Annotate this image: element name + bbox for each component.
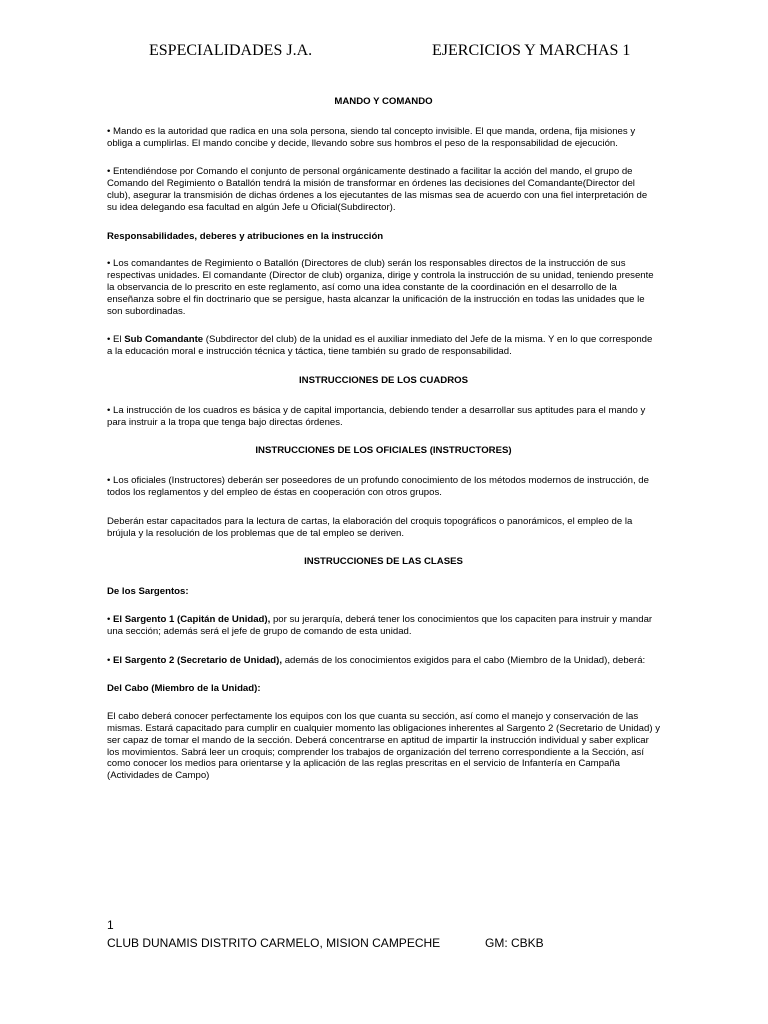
section-title-oficiales: INSTRUCCIONES DE LOS OFICIALES (INSTRUCTORES) <box>255 445 512 457</box>
paragraph-comandantes: • Los comandantes de Regimiento o Batallón (Directores de club) serán los responsables directos de la instrucción de sus respectivas unidades. El comandante (Director de club) organiza, dirige y controla la instrucción de su unidad, teniendo presente la observancia de lo prescrito en este reglamento, así como una idea constante de la coordinación en el desarrollo de la enseñanza sobre el fin doctrinario que se persigue, hasta alcanzar la unificación de la instrucción en todas las unidades que le son subordinadas. <box>107 258 654 317</box>
paragraph-oficiales: • Los oficiales (Instructores) deberán ser poseedores de un profundo conocimiento de los métodos modernos de instrucción, de todos los reglamentos y del empleo de éstas en cooperación con otros grupos. <box>107 475 649 498</box>
document-body <box>107 96 660 799</box>
footer-gm: GM: CBKB <box>485 936 544 950</box>
section-title-responsabilidades: Responsabilidades, deberes y atribuciones en la instrucción <box>107 230 384 242</box>
header-title-left: ESPECIALIDADES J.A. <box>149 42 313 59</box>
paragraph-text: además de los conocimientos exigidos para el cabo (Miembro de la Unidad), deberá: <box>282 654 646 666</box>
section-title-cabo: Del Cabo (Miembro de la Unidad): <box>107 683 261 695</box>
section-title-mando: MANDO Y COMANDO <box>334 96 433 107</box>
footer-page-number: 1 <box>107 918 114 932</box>
paragraph-comando: • Entendiéndose por Comando el conjunto de personal orgánicamente destinado a facilitar la acción del mando, el grupo de Comando del Regimiento o Batallón tendrá la misión de transformar en órdenes las decisiones del Comandante(Director del club), asegurar la transmisión de dichas órdenes a los ejecutantes de las mismas sea de acuerdo con una fiel interpretación de su idea delegando esa facultad en algún Jefe u Oficial(Subdirector). <box>107 166 648 213</box>
section-title-clases: INSTRUCCIONES DE LAS CLASES <box>304 556 463 568</box>
bullet-text: • El <box>107 334 125 346</box>
bold-term-sargento-1: El Sargento 1 (Capitán de Unidad), <box>113 613 271 625</box>
footer-club-name: CLUB DUNAMIS DISTRITO CARMELO, MISION CAMPECHE <box>107 936 441 950</box>
paragraph-cuadros: • La instrucción de los cuadros es básica y de capital importancia, debiendo tender a desarrollar sus aptitudes para el mando y para instruir a la tropa que tenga bajo directas órdenes. <box>107 404 646 428</box>
bold-term-sargento-2: El Sargento 2 (Secretario de Unidad), <box>113 654 283 666</box>
section-title-cuadros: INSTRUCCIONES DE LOS CUADROS <box>299 374 468 386</box>
bold-term-subcomandante: Sub Comandante <box>124 334 204 346</box>
paragraph-sargento-1 <box>107 614 660 638</box>
paragraph-mando: • Mando es la autoridad que radica en una sola persona, siendo tal concepto invisible. El que manda, ordena, fija misiones y obliga a cumplirlas. El mando concibe y decide, llevando sobre sus hombros el peso de la responsabilidad de ejecución. <box>107 125 636 149</box>
section-title-sargentos: De los Sargentos: <box>107 586 189 598</box>
paragraph-capacitados: Deberán estar capacitados para la lectura de cartas, la elaboración del croquis topográficos o panorámicos, el empleo de la brújula y la resolución de los problemas que de tal empleo se deriven. <box>107 515 633 539</box>
header-title-right: EJERCICIOS Y MARCHAS 1 <box>432 42 631 59</box>
bullet-text: • <box>107 613 114 625</box>
paragraph-sargento-2 <box>107 655 660 667</box>
paragraph-subcomandante <box>107 334 660 358</box>
paragraph-cabo: El cabo deberá conocer perfectamente los equipos con los que cuanta su sección, así como el manejo y conservación de las mismas. Estará capacitado para cumplir en cualquier momento las obligaciones inherentes al Sargento 2 (Secretario de Unidad) y ser capaz de tomar el mando de la sección. Deberá concentrarse en aptitud de impartir la instrucción individual y saber explicar los movimientos. Sabrá leer un croquis; comprender los trabajos de organización del terreno correspondiente a la Sección, así como conocer los medios para orientarse y la aplicación de las reglas prescritas en el servicio de Infantería en Campaña (Actividades de Campo) <box>107 711 660 782</box>
bullet-text: • <box>107 654 114 666</box>
paragraph-text: (Subdirector del club) de la unidad es el auxiliar inmediato del Jefe de la misma. Y en lo que corresponde a la educación moral e instrucción técnica y táctica, tiene también su grado de responsabilidad. <box>107 334 653 358</box>
paragraph-text: por su jerarquía, deberá tener los conocimientos que los capaciten para instruir y mandar una sección; además será el jefe de grupo de comando de esta unidad. <box>107 613 653 637</box>
